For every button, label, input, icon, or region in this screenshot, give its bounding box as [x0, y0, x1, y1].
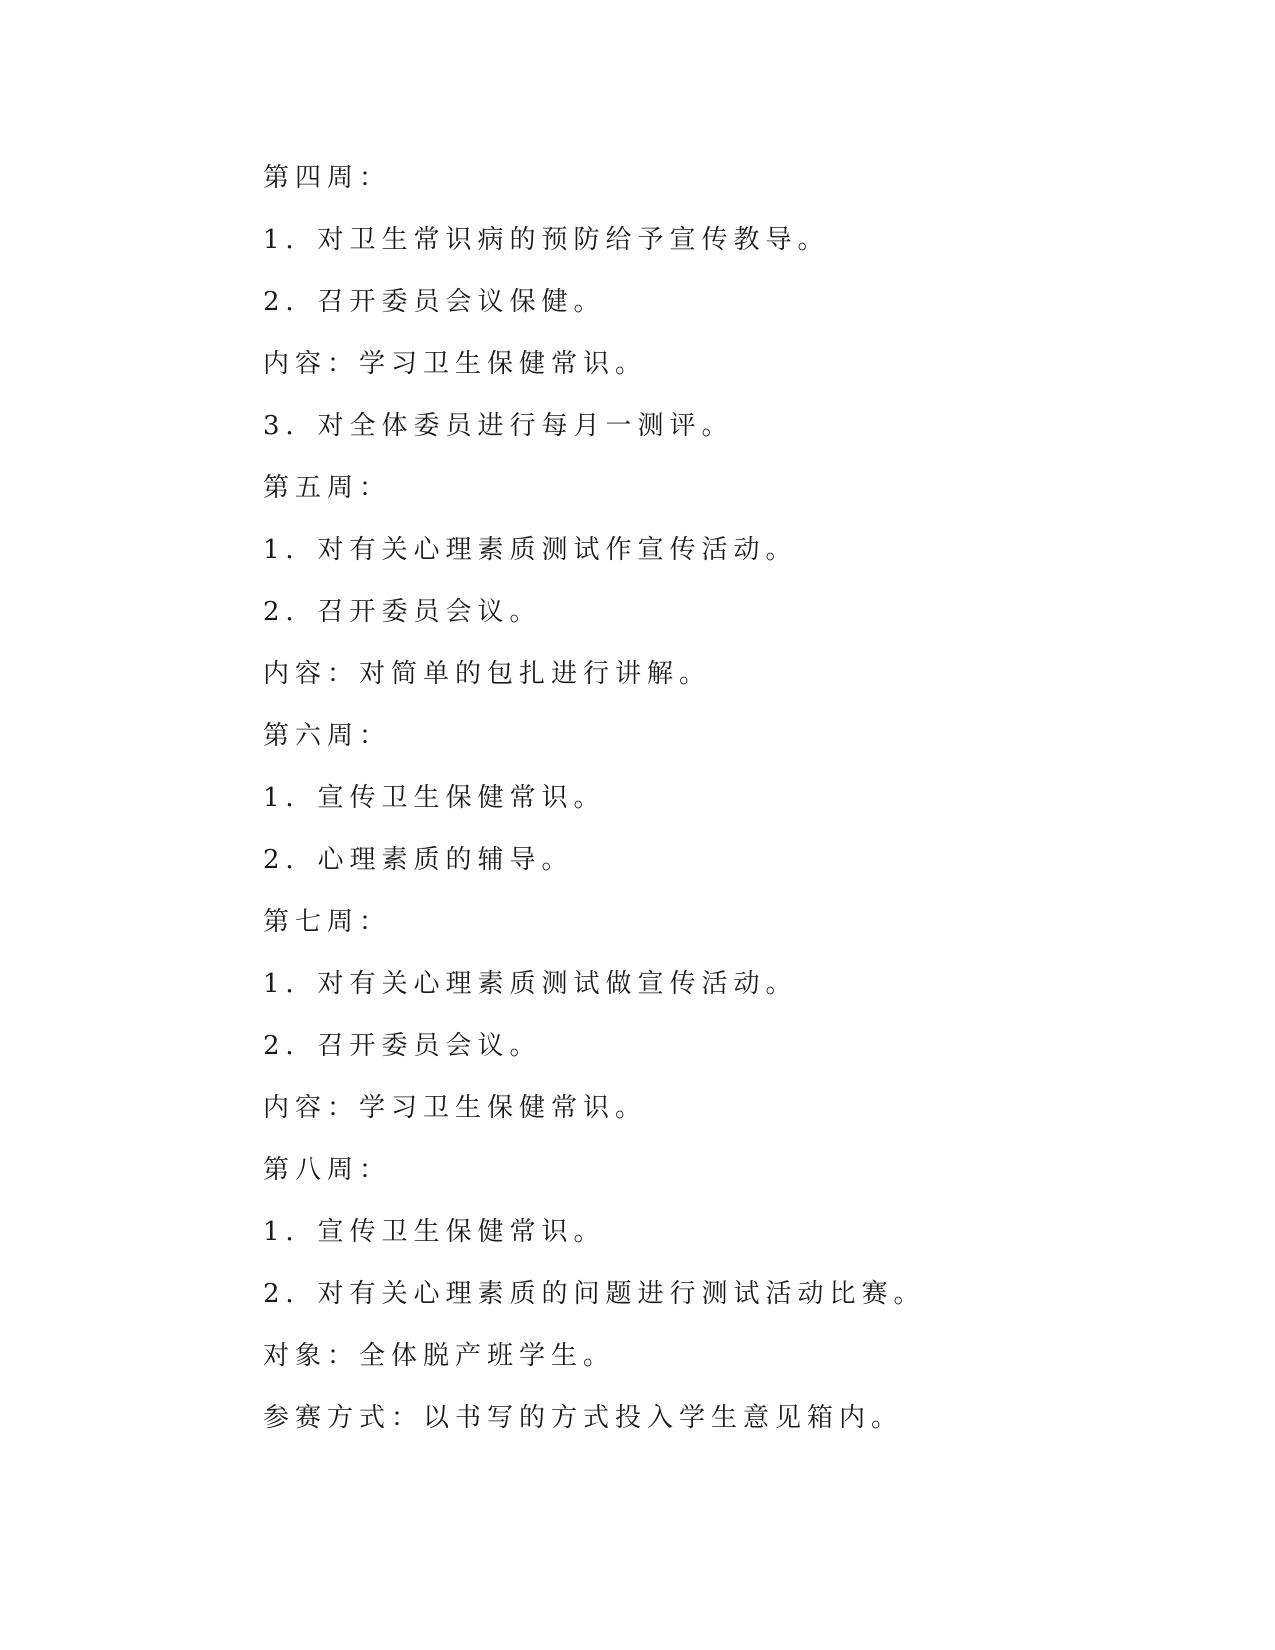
list-item: 1．宣传卫生保健常识。 [263, 1217, 606, 1247]
list-item: 2．召开委员会议保健。 [263, 287, 606, 317]
target-note: 对象：全体脱产班学生。 [263, 1341, 616, 1371]
document-body [263, 160, 1083, 1462]
list-item: 1．对卫生常识病的预防给予宣传教导。 [263, 225, 830, 255]
content-note: 内容：学习卫生保健常识。 [263, 349, 648, 379]
week-heading: 第六周： [263, 721, 392, 751]
entry-method-note: 参赛方式：以书写的方式投入学生意见箱内。 [263, 1403, 904, 1433]
week-heading: 第八周： [263, 1155, 392, 1185]
list-item: 1．宣传卫生保健常识。 [263, 783, 606, 813]
list-item: 1．对有关心理素质测试作宣传活动。 [263, 535, 798, 565]
content-note: 内容：学习卫生保健常识。 [263, 1093, 648, 1123]
list-item: 1．对有关心理素质测试做宣传活动。 [263, 969, 798, 999]
content-note: 内容：对简单的包扎进行讲解。 [263, 659, 712, 689]
week-heading: 第五周： [263, 473, 392, 503]
week-heading: 第七周： [263, 907, 392, 937]
list-item: 2．召开委员会议。 [263, 597, 542, 627]
list-item: 2．对有关心理素质的问题进行测试活动比赛。 [263, 1279, 926, 1309]
week-heading: 第四周： [263, 163, 392, 193]
list-item: 3．对全体委员进行每月一测评。 [263, 411, 734, 441]
list-item: 2．心理素质的辅导。 [263, 845, 574, 875]
list-item: 2．召开委员会议。 [263, 1031, 542, 1061]
